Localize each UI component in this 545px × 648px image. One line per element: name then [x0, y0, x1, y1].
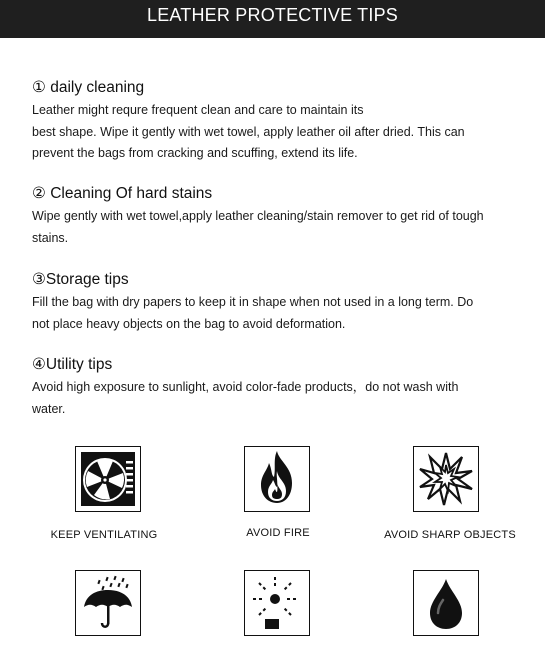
oil-drop-icon: [413, 570, 479, 636]
tip-line: best shape. Wipe it gently with wet towel, apply leather oil after dried. This can: [32, 124, 465, 139]
umbrella-rain-icon: [75, 570, 141, 636]
tip-line: water.: [32, 401, 66, 416]
tip-body: [32, 377, 522, 420]
icon-caption: AVOID SHARP OBJECTS: [384, 529, 516, 541]
tip-line: not place heavy objects on the bag to avoid deformation.: [32, 316, 346, 331]
tip-heading: ① daily cleaning: [32, 79, 145, 96]
tip-daily-cleaning: [32, 78, 522, 165]
tip-line: Wipe gently with wet towel,apply leather cleaning/stain remover to get rid of tough: [32, 209, 484, 223]
tip-utility: [32, 355, 522, 420]
tip-heading: ④Utility tips: [32, 356, 113, 373]
tip-storage: [32, 270, 522, 335]
page-header: [0, 0, 545, 38]
tip-body: [32, 100, 522, 165]
tip-line: stains.: [32, 230, 69, 245]
tip-hard-stains: [32, 184, 522, 249]
page-title: LEATHER PROTECTIVE TIPS: [147, 5, 398, 25]
tip-body: [32, 292, 522, 335]
tip-line: Avoid high exposure to sunlight, avoid color-fade products，do not wash with: [32, 380, 459, 394]
tip-body: [32, 206, 522, 249]
fan-icon: [75, 446, 141, 512]
icon-caption: KEEP VENTILATING: [50, 529, 158, 541]
tip-line: prevent the bags from cracking and scuffing, extend its life.: [32, 146, 358, 160]
fire-icon: [244, 446, 310, 512]
sharp-burst-icon: [413, 446, 479, 512]
tip-heading: ② Cleaning Of hard stains: [32, 185, 213, 202]
tip-line: Leather might requre frequent clean and care to maintain its: [32, 103, 364, 117]
icon-caption: AVOID FIRE: [246, 527, 310, 539]
tip-heading: ③Storage tips: [32, 271, 129, 288]
sunlight-icon: [244, 570, 310, 636]
tip-line: Fill the bag with dry papers to keep it in shape when not used in a long term. Do: [32, 295, 474, 309]
